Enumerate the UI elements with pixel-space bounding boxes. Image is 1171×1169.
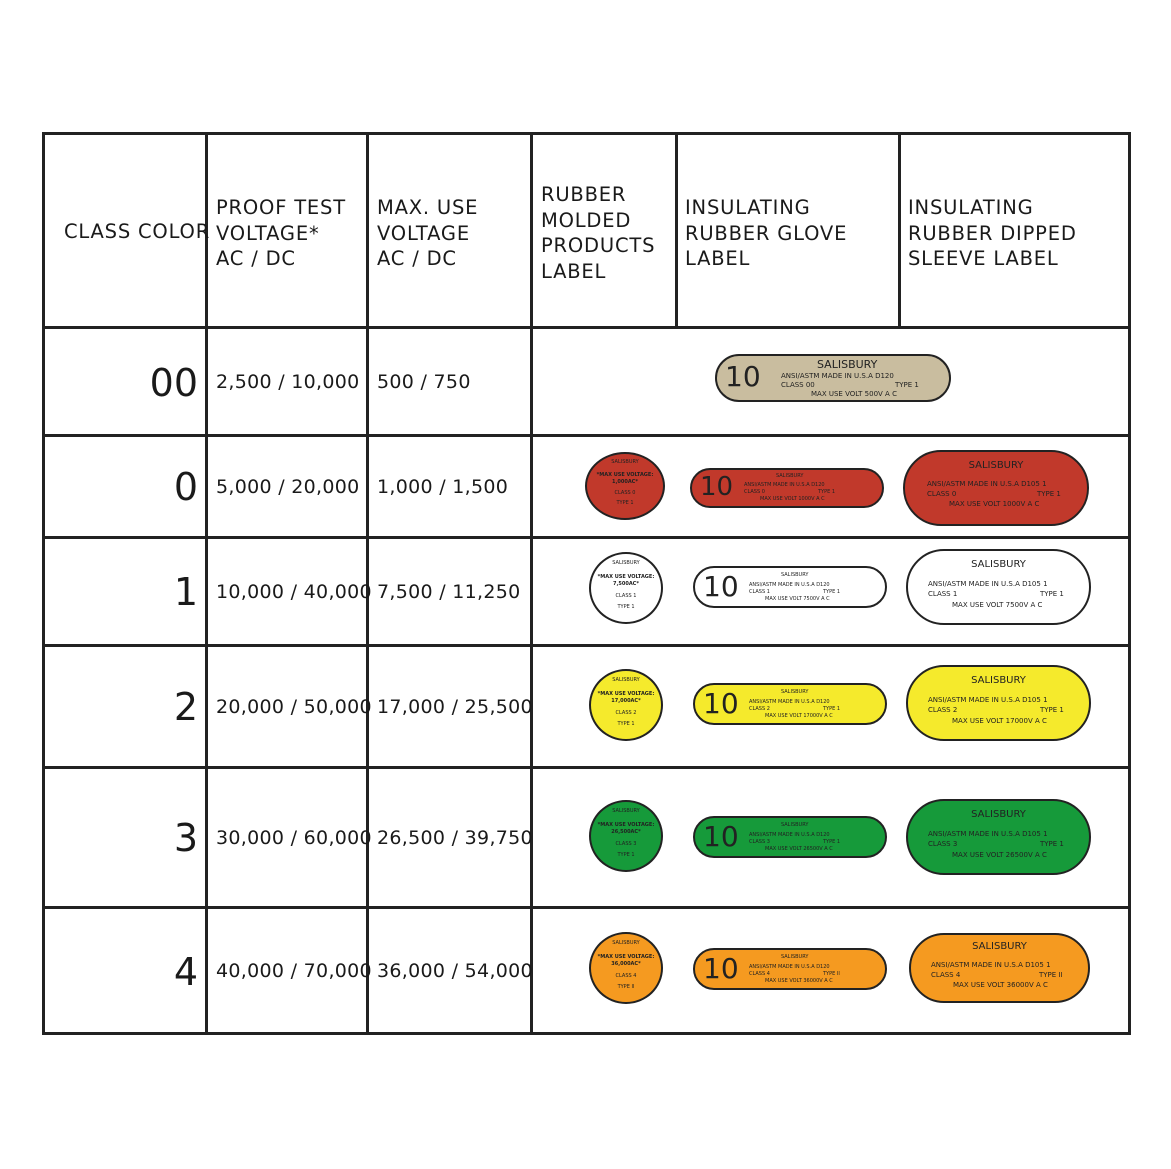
label-line: ANSI/ASTM MADE IN U.S.A D120 (749, 832, 830, 838)
label-line: TYPE 1 (616, 500, 634, 506)
label-number: 10 (703, 570, 739, 603)
sleeve-label-class-2 (906, 665, 1091, 741)
proof-test-value: 5,000 / 20,000 (216, 476, 360, 498)
label-line: TYPE 1 (617, 604, 635, 610)
label-brand: SALISBURY (968, 460, 1024, 471)
header-max-use (377, 195, 478, 272)
header-line: MAX. USE (377, 196, 479, 219)
label-line: MAX USE VOLT 1000V A C (760, 496, 825, 502)
max-use-value: 500 / 750 (377, 371, 471, 393)
label-line: TYPE II (1039, 971, 1063, 979)
label-brand: SALISBURY (972, 941, 1027, 952)
class-number: 00 (149, 361, 198, 405)
label-line: CLASS 3 (928, 840, 958, 848)
label-line: CLASS 2 (615, 710, 637, 716)
proof-test-value: 20,000 / 50,000 (216, 696, 372, 718)
label-line: ANSI/ASTM MADE IN U.S.A D105 1 (928, 696, 1048, 704)
label-line: TYPE 1 (617, 852, 635, 858)
label-line: ANSI/ASTM MADE IN U.S.A D120 (744, 482, 825, 488)
header-line: RUBBER GLOVE (685, 221, 848, 245)
sleeve-label-class-1 (906, 549, 1091, 625)
label-line: MAX USE VOLT 26500V A C (952, 851, 1047, 859)
glove-label-class-0 (690, 468, 884, 508)
label-line: TYPE 1 (818, 489, 836, 495)
header-sleeve-label (908, 195, 1077, 272)
label-line: MAX USE VOLT 500V A C (811, 390, 897, 398)
class-number: 0 (173, 465, 198, 509)
label-brand: SALISBURY (971, 809, 1026, 820)
header-line: PRODUCTS (541, 234, 656, 257)
label-line: TYPE 1 (1037, 490, 1061, 498)
header-class-color: CLASS COLOR (64, 220, 211, 243)
label-line: MAX USE VOLT 1000V A C (949, 500, 1040, 508)
label-line: CLASS 4 (931, 971, 961, 979)
label-line: ANSI/ASTM MADE IN U.S.A D120 (749, 964, 830, 970)
header-line: INSULATING (908, 196, 1034, 219)
sleeve-label-class-0 (903, 450, 1089, 526)
label-line: *MAX USE VOLTAGE: 36,000AC* (597, 954, 655, 967)
table-border-right (1128, 132, 1131, 1035)
label-brand: SALISBURY (611, 459, 639, 465)
label-line: TYPE II (823, 971, 840, 977)
glove-label-class-4 (693, 948, 887, 990)
col-divider (675, 132, 678, 329)
label-number: 10 (703, 687, 739, 720)
label-line: CLASS 2 (749, 706, 770, 712)
molded-label-class-0 (585, 452, 665, 520)
label-line: ANSI/ASTM MADE IN U.S.A D105 1 (928, 830, 1048, 838)
proof-test-value: 30,000 / 60,000 (216, 827, 372, 849)
sleeve-label-class-4 (909, 933, 1090, 1003)
label-brand: SALISBURY (612, 940, 640, 946)
label-brand: SALISBURY (781, 572, 809, 578)
max-use-value: 7,500 / 11,250 (377, 581, 521, 603)
label-line: ANSI/ASTM MADE IN U.S.A D105 1 (928, 580, 1048, 588)
class-number: 2 (173, 685, 198, 729)
header-line: PROOF TEST (216, 196, 346, 219)
label-line: ANSI/ASTM MADE IN U.S.A D120 (749, 699, 830, 705)
proof-test-value: 2,500 / 10,000 (216, 371, 360, 393)
header-glove-label (685, 195, 847, 272)
header-line: MOLDED (541, 208, 632, 232)
label-line: TYPE 1 (823, 589, 841, 595)
label-line: TYPE II (617, 984, 635, 990)
molded-label-class-1 (589, 552, 663, 624)
label-line: MAX USE VOLT 36000V A C (765, 978, 833, 984)
label-line: CLASS 0 (614, 490, 636, 496)
table-border-left (42, 132, 45, 1035)
label-line: TYPE 1 (617, 721, 635, 727)
header-line: RUBBER DIPPED (908, 221, 1077, 245)
label-line: CLASS 2 (928, 706, 958, 714)
col-divider (205, 132, 208, 1035)
label-line: CLASS 1 (928, 590, 958, 598)
max-use-value: 36,000 / 54,000 (377, 960, 533, 982)
proof-test-value: 10,000 / 40,000 (216, 581, 372, 603)
header-line: RUBBER (541, 183, 627, 206)
label-line: *MAX USE VOLTAGE: 26,500AC* (597, 822, 655, 835)
label-line: MAX USE VOLT 36000V A C (953, 981, 1048, 989)
label-line: *MAX USE VOLTAGE: 17,000AC* (597, 691, 655, 704)
molded-label-class-4 (589, 932, 663, 1004)
label-line: CLASS 1 (749, 589, 770, 595)
label-line: MAX USE VOLT 7500V A C (952, 601, 1043, 609)
label-line: CLASS 1 (615, 593, 637, 599)
label-line: TYPE 1 (823, 839, 841, 845)
label-brand: SALISBURY (612, 677, 640, 683)
max-use-value: 17,000 / 25,500 (377, 696, 533, 718)
col-divider (898, 132, 901, 329)
label-line: CLASS 00 (781, 381, 815, 389)
label-line: ANSI/ASTM MADE IN U.S.A D120 (749, 582, 830, 588)
label-brand: SALISBURY (971, 559, 1026, 570)
label-line: MAX USE VOLT 7500V A C (765, 596, 830, 602)
label-line: CLASS 3 (749, 839, 770, 845)
label-line: MAX USE VOLT 17000V A C (765, 713, 833, 719)
header-line: AC / DC (216, 247, 296, 270)
label-brand: SALISBURY (971, 675, 1026, 686)
label-line: TYPE 1 (895, 381, 919, 389)
label-line: TYPE 1 (1040, 590, 1064, 598)
label-line: *MAX USE VOLTAGE: 1,000AC* (596, 472, 654, 485)
label-brand: SALISBURY (781, 689, 809, 695)
glove-label-class-1 (693, 566, 887, 608)
molded-label-class-2 (589, 669, 663, 741)
label-number: 10 (725, 360, 761, 393)
glove-label-class-3 (693, 816, 887, 858)
max-use-value: 1,000 / 1,500 (377, 476, 509, 498)
label-line: CLASS 0 (927, 490, 957, 498)
label-brand: SALISBURY (781, 954, 809, 960)
header-line: VOLTAGE* (216, 221, 320, 245)
col-divider (530, 132, 533, 1035)
header-line: VOLTAGE (377, 221, 470, 245)
label-number: 10 (700, 472, 734, 502)
label-line: TYPE 1 (1040, 706, 1064, 714)
label-brand: SALISBURY (781, 822, 809, 828)
label-line: MAX USE VOLT 17000V A C (952, 717, 1047, 725)
label-line: ANSI/ASTM MADE IN U.S.A D120 (781, 372, 894, 380)
sleeve-label-class-3 (906, 799, 1091, 875)
header-line: LABEL (685, 247, 751, 270)
label-brand: SALISBURY (612, 560, 640, 566)
class-number: 3 (173, 816, 198, 860)
max-use-value: 26,500 / 39,750 (377, 827, 533, 849)
label-line: TYPE 1 (1040, 840, 1064, 848)
label-line: CLASS 4 (615, 973, 637, 979)
label-line: CLASS 4 (749, 971, 770, 977)
molded-label-class-3 (589, 800, 663, 872)
label-line: ANSI/ASTM MADE IN U.S.A D105 1 (927, 480, 1047, 488)
label-number: 10 (703, 952, 739, 985)
header-proof-test (216, 195, 346, 272)
label-line: TYPE 1 (823, 706, 841, 712)
label-brand: SALISBURY (776, 473, 804, 479)
label-number: 10 (703, 820, 739, 853)
header-rubber-molded (541, 182, 655, 284)
label-line: ANSI/ASTM MADE IN U.S.A D105 1 (931, 961, 1051, 969)
header-line: LABEL (541, 259, 607, 283)
proof-test-value: 40,000 / 70,000 (216, 960, 372, 982)
label-brand: SALISBURY (612, 808, 640, 814)
header-line: AC / DC (377, 247, 457, 270)
header-line: INSULATING (685, 196, 811, 219)
label-line: MAX USE VOLT 26500V A C (765, 846, 833, 852)
label-line: CLASS 0 (744, 489, 765, 495)
glove-label-class-2 (693, 683, 887, 725)
label-line: CLASS 3 (615, 841, 637, 847)
label-brand: SALISBURY (817, 358, 878, 371)
glove-label-class-00 (715, 354, 951, 402)
label-line: *MAX USE VOLTAGE: 7,500AC* (597, 574, 655, 587)
header-line: SLEEVE LABEL (908, 247, 1059, 270)
class-number: 4 (173, 950, 198, 994)
class-number: 1 (173, 570, 198, 614)
